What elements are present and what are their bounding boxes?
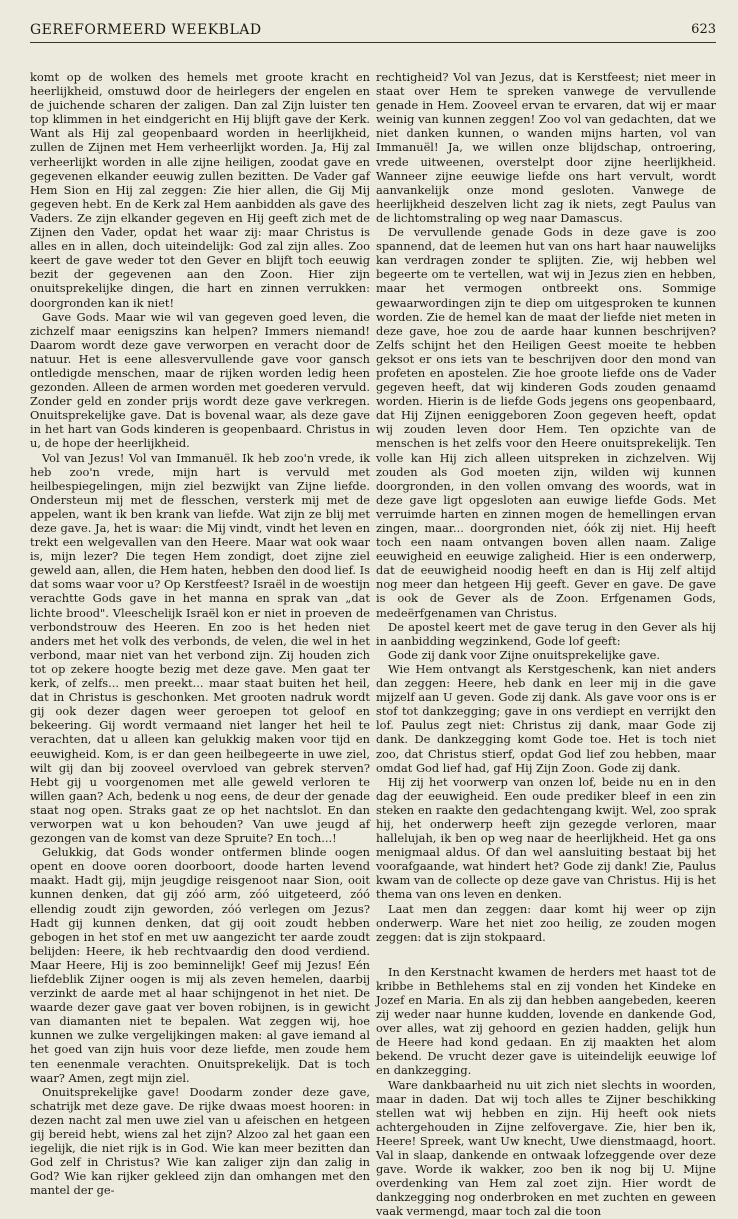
- paragraph: Laat men dan zeggen: daar komt hij weer op zijn onderwerp. Ware het niet zoo heilig, ze zouden mogen zeggen: dat is zijn stokpaard.: [376, 901, 716, 944]
- running-header: [30, 18, 716, 43]
- quote-line: Gode zij dank voor Zijne onuitsprekelijke gave.: [388, 647, 661, 662]
- right-column: [376, 70, 716, 1219]
- paragraph: De vervullende genade Gods in deze gave is zoo spannend, dat de leemen hut van ons hart haar nauwelijks kan verdragen zonder te splijten. Zie, wij hebben wel begeerte om te vertellen, wat wij in Jezus zien en hebben, maar het vermogen ontbreekt ons. Sommige gewaarwordingen zijn te diep om uitgesproken te kunnen worden. Zie de hemel kan de maat der liefde niet meten in deze gave, hoe zou de aarde haar kunnen beschrijven? Zelfs schijnt het den Heiligen Geest moeite te hebben geksot er ons iets van te beschrijven door den mond van profeten en apostelen. Zie hoe groote liefde ons de Vader gegeven heeft, dat wij kinderen Gods zouden genaamd worden. Hierin is de liefde Gods jegens ons geopenbaard, dat Hij Zijnen eeniggeboren Zoon gegeven heeft, opdat wij zouden leven door Hem. Ten opzichte van de menschen is het zelfs voor den Heere onuitsprekelijk. Ten volle kan Hij zich alleen uitspreken in zichzelven. Wij zouden als God moeten zijn, wilden wij kunnen doorgronden, in den vollen omvang des woords, wat in deze gave ligt opgesloten aan euwige liefde Gods. Met verruimde harten en zinnen mogen de hemellingen ervan zingen, maar... doorgronden niet, óók zij niet. Hij heeft toch een naam ontvangen boven allen naam. Zalige eeuwigheid en eeuwige zaligheid. Hier is een onderwerp, dat de eeuwigheid noodig heeft en dan is Hij zelf altijd nog meer dan hetgeen Hij geeft. Gever en gave. De gave is ook de Gever als de Zoon. Erfgenamen Gods, medeërfgenamen van Christus.: [376, 225, 716, 620]
- paragraph: Hij zij het voorwerp van onzen lof, beide nu en in den dag der eeuwigheid. Een oude prediker bleef in een zin steken en raakte den gedachtengang kwijt. Wel, zoo sprak hij, het onderwerp heeft zijn gezegde verloren, maar hallelujah, ik ben op weg naar de heerlijkheid. Het ga ons menigmaal aldus. Of dan wel aansluiting bestaat bij het voorafgaande, wat hindert het? Gode zij dank! Zie, Paulus kwam van de collecte op deze gave van Christus. Hij is het thema van ons leven en denken.: [376, 774, 716, 902]
- paragraph: Wie Hem ontvangt als Kerstgeschenk, kan niet anders dan zeggen: Heere, heb dank en leer mij in die gave mijzelf aan U geven. Gode zij dank. Als gave voor ons is er stof tot dankzegging; gave in ons verdiept en verrijkt den lof. Paulus zegt niet: Christus zij dank, maar Gode zij dank. De dankzegging komt Gode toe. Het is toch niet zoo, dat Christus stierf, opdat God lief zou hebben, maar omdat God lief had, gaf Hij Zijn Zoon. Gode zij dank.: [376, 661, 716, 775]
- paragraph: Gelukkig, dat Gods wonder ontfermen blinde oogen opent en doove ooren doorboort, doode harten levend maakt. Hadt gij, mijn jeugdige reisgenoot naar Sion, ooit kunnen denken, dat gij zóó arm, zóó uitgeteerd, zóó ellendig zoudt zijn geworden, zóó verlegen om Jezus? Hadt gij kunnen denken, dat gij ooit zoudt hebben gebogen in het stof en met uw aangezicht ter aarde zoudt belijden: Heere, ik heb rechtvaardig den dood verdiend. Maar Heere, Hij is zoo beminnelijk! Geef mij Jezus! Eén liefdeblik Zijner oogen is mij als zeven hemelen, daarbij verzinkt de aarde met al haar schijngenot in het niet. De waarde dezer gave gaat ver boven robijnen, is in gewicht van diamanten niet te bepalen. Wat zeggen wij, hoe kunnen we zulke vergelijkingen maken: al gave iemand al het goed van zijn huis voor deze liefde, men zoude hem ten eenenmale verachten. Onuitsprekelijk. Dat is toch waar? Amen, zegt mijn ziel.: [30, 845, 370, 1085]
- left-column: [30, 70, 370, 1198]
- publication-title: GEREFORMEERD WEEKBLAD: [30, 22, 262, 38]
- paragraph: rechtigheid? Vol van Jezus, dat is Kerstfeest; niet meer in staat over Hem te spreken vanwege de vervullende genade in Hem. Zooveel ervan te ervaren, dat wij er maar weinig van kunnen zeggen! Zoo vol van gedachten, dat we niet danken kunnen, o wanden mijns harten, vol van Immanuël! Ja, we willen onze blijdschap, ontroering, vrede uitweenen, overstelpt door zijne heerlijkheid. Wanneer zijne eeuwige liefde ons hart vervult, wordt aanvankelijk onze mond gesloten. Vanwege de heerlijkheid deszelven licht zag ik niets, zegt Paulus van de lichtomstraling op weg naar Damascus.: [376, 70, 716, 225]
- paragraph: Gave Gods. Maar wie wil van gegeven goed leven, die zichzelf maar eenigszins kan helpen? Immers niemand! Daarom wordt deze gave verworpen en veracht door de natuur. Het is eene allesvervullende gave voor gansch ontledigde menschen, maar de rijken worden ledig heen gezonden. Alleen de armen worden met goederen vervuld. Zonder geld en zonder prijs wordt deze gave verkregen. Onuitsprekelijke gave. Dat is bovenal waar, als deze gave in het hart van Gods kinderen is geopenbaard. Christus in u, de hope der heerlijkheid.: [30, 309, 370, 451]
- paragraph: Onuitsprekelijke gave! Doodarm zonder deze gave, schatrijk met deze gave. De rijke dwaas moest hooren: in dezen nacht zal men uwe ziel van u afeischen en hetgeen gij bereid hebt, wiens zal het zijn? Alzoo zal het gaan een iegelijk, die niet rijk is in God. Wie kan meer bezitten dan God zelf in Christus? Wie kan zaliger zijn dan zalig in God? Wie kan rijker gekleed zijn dan omhangen met den mantel der ge-: [30, 1084, 370, 1198]
- paragraph: komt op de wolken des hemels met groote kracht en heerlijkheid, omstuwd door de heirlegers der engelen en de juichende scharen der zaligen. Dan zal Zijn luister ten top klimmen in het eindgericht en Hij blijft gave der Kerk. Want als Hij zal geopenbaard worden in heerlijkheid, zullen de Zijnen met Hem verheerlijkt worden. Ja, Hij zal verheerlijkt worden in alle zijne heiligen, zoodat gave en gegevenen elkander eeuwig zullen bezitten. De Vader gaf Hem Sion en Hij zal zeggen: Zie hier allen, die Gij Mij gegeven hebt. En de Kerk zal Hem aanbidden als gave des Vaders. Ze zijn elkander gegeven en Hij geeft zich met de Zijnen den Vader, opdat het waar zij: maar Christus is alles en in allen, doch uiteindelijk: God zal zijn alles. Zoo keert de gave weder tot den Gever en blijft toch eeuwig bezit der gegevenen aan den Zoon. Hier zijn onuitsprekelijke dingen, die hart en zinnen verrukken: doorgronden kan ik niet!: [30, 70, 370, 310]
- paragraph: Vol van Jezus! Vol van Immanuël. Ik heb zoo'n vrede, ik heb zoo'n vrede, mijn hart is vervuld met heilbespiegelingen, mijn ziel bezwijkt van Zijne liefde. Ondersteun mij met de flesschen, versterk mij met de appelen, want ik ben krank van liefde. Wat zijn ze blij met deze gave. Ja, het is waar: die Mij vindt, vindt het leven en trekt een welgevallen van den Heere. Maar wat ook waar is, mijn lezer? Die tegen Hem zondigt, doet zijne ziel geweld aan, allen, die Hem haten, hebben den dood lief. Is dat soms waar voor u? Op Kerstfeest? Israël in de woestijn verachtte Gods gave in het manna en sprak van „dat lichte brood". Vleeschelijk Israël kon er niet in proeven de verbondstrouw des Heeren. En zoo is het heden niet anders met het volk des verbonds, de velen, die wel in het verbond, maar niet van het verbond zijn. Zij houden zich tot op zekere hoogte bezig met deze gave. Men gaat ter kerk, of zelfs... men preekt... maar staat buiten het heil, dat in Christus is geschonken. Met grooten nadruk wordt gij ook dezer dagen weer geroepen tot geloof en bekeering. Gij wordt vermaand niet langer het heil te verachten, dat u alleen kan gelukkig maken voor tijd en eeuwigheid. Kom, is er dan geen heilbegeerte in uwe ziel, wilt gij dan bij zooveel overvloed van gebrek sterven? Hebt gij u voorgenomen met alle geweld verloren te willen gaan? Ach, bedenk u nog eens, de deur der genade staat nog open. Straks gaat ze op het nachtslot. En dan verworpen wat u kon behouden? Van uwe jeugd af gezongen van de komst van deze Spruite? En toch...!: [30, 450, 370, 846]
- page-number: 623: [691, 22, 716, 37]
- paragraph: In den Kerstnacht kwamen de herders met haast tot de kribbe in Bethlehems stal en zij vonden het Kindeke en Jozef en Maria. En als zij dan hebben aangebeden, keeren zij weder naar hunne kudden, lovende en dankende God, over alles, wat zij gehoord en gezien hadden, gelijk hun de Heere had kond gedaan. En zij maakten het alom bekend. De vrucht dezer gave is uiteindelijk eeuwige lof en dankzegging.: [376, 964, 716, 1078]
- paragraph: De apostel keert met de gave terug in den Gever als hij in aanbidding wegzinkend, Gode lof geeft:: [376, 619, 716, 648]
- paragraph: Ware dankbaarheid nu uit zich niet slechts in woorden, maar in daden. Dat wij toch alles te Zijner beschikking stellen wat wij hebben en zijn. Hij heeft ook niets achtergehouden in Zijne zelfovergave. Zie, hier ben ik, Heere! Spreek, want Uw knecht, Uwe dienstmaagd, hoort. Val in slaap, dankende en ontwaak lofzeggende over deze gave. Worde ik wakker, zoo ben ik nog bij U. Mijne overdenking van Hem zal zoet zijn. Hier wordt de dankzegging nog onderbroken en met zuchten en geween vaak vermengd, maar toch zal die toon: [376, 1077, 716, 1219]
